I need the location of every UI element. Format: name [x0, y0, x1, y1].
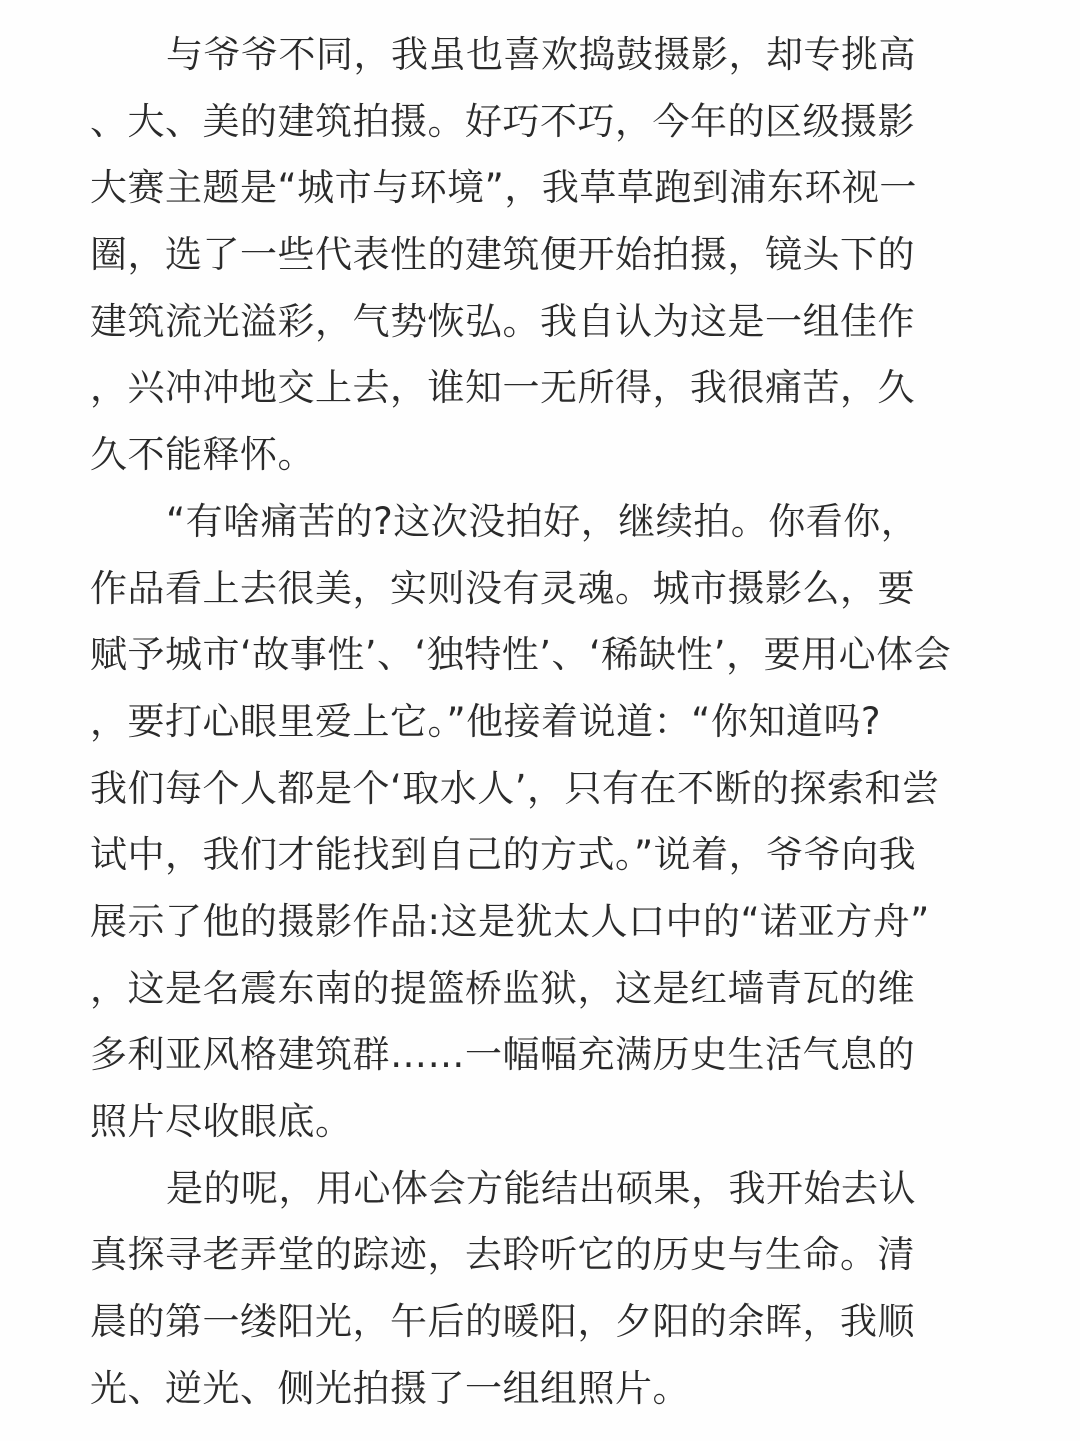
paragraph-1-line-5: 建筑流光溢彩，气势恢弘。我自认为这是一组佳作 [90, 299, 915, 343]
paragraph-1-line-6: ，兴冲冲地交上去，谁知一无所得，我很痛苦，久 [90, 366, 915, 410]
essay-text [90, 22, 990, 1422]
paragraph-2-line-1: “有啥痛苦的?这次没拍好，继续拍。你看你， [166, 499, 919, 543]
paragraph-2-line-6: 试中，我们才能找到自己的方式。”说着，爷爷向我 [90, 833, 917, 877]
paragraph-3-line-2: 真探寻老弄堂的踪迹，去聆听它的历史与生命。清 [90, 1233, 915, 1277]
paragraph-2-line-9: 多利亚风格建筑群……一幅幅充满历史生活气息的 [90, 1033, 915, 1077]
paragraph-2-line-8: ，这是名震东南的提篮桥监狱，这是红墙青瓦的维 [90, 966, 915, 1010]
paragraph-1-line-7: 久不能释怀。 [90, 433, 315, 477]
paragraph-2-line-7: 展示了他的摄影作品:这是犹太人口中的“诺亚方舟” [90, 899, 930, 943]
paragraph-3-line-1: 是的呢，用心体会方能结出硕果，我开始去认 [166, 1166, 916, 1210]
paragraph-2-line-10: 照片尽收眼底。 [90, 1100, 353, 1143]
paragraph-1-line-1: 与爷爷不同，我虽也喜欢捣鼓摄影，却专挑高 [166, 33, 916, 76]
paragraph-1-line-2: 、大、美的建筑拍摄。好巧不巧，今年的区级摄影 [90, 99, 915, 143]
paragraph-1-line-3: 大赛主题是“城市与环境”，我草草跑到浦东环视一 [90, 166, 917, 210]
paragraph-2-line-2: 作品看上去很美，实则没有灵魂。城市摄影么，要 [90, 566, 915, 610]
paragraph-2-line-3: 赋予城市‘故事性’、‘独特性’、‘稀缺性’，要用心体会 [90, 633, 952, 677]
paragraph-2-line-5: 我们每个人都是个‘取水人’，只有在不断的探索和尝 [90, 766, 940, 810]
paragraph-1-line-4: 圈，选了一些代表性的建筑便开始拍摄，镜头下的 [90, 233, 915, 277]
paragraph-3-line-4: 光、逆光、侧光拍摄了一组组照片。 [90, 1366, 690, 1410]
paragraph-3-line-3: 晨的第一缕阳光，午后的暖阳，夕阳的余晖，我顺 [90, 1300, 915, 1344]
paragraph-2-line-4: ，要打心眼里爱上它。”他接着说道：“你知道吗? [90, 699, 881, 743]
